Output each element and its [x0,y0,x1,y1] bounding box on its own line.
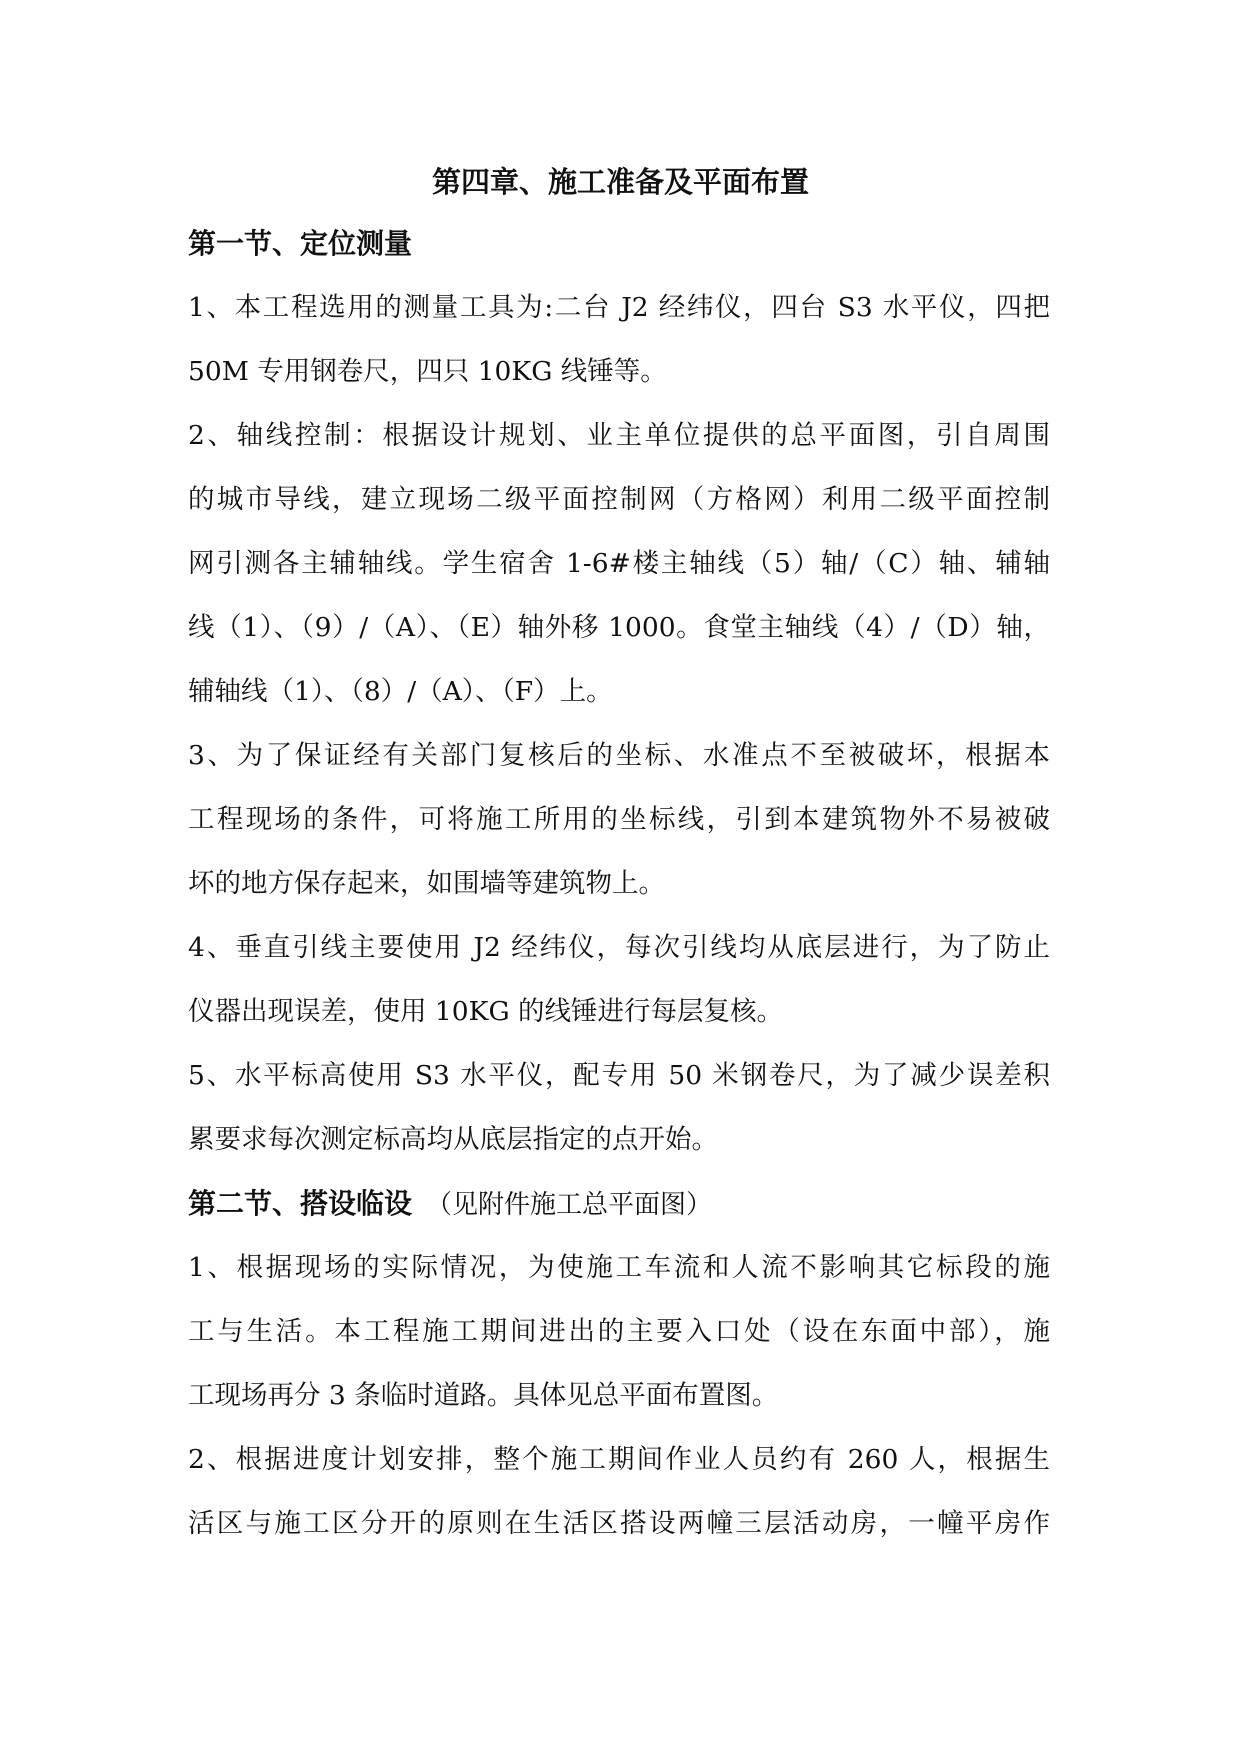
section-heading-note: （见附件施工总平面图） [426,1190,713,1220]
paragraph-line: 2、根据进度计划安排，整个施工期间作业人员约有 260 人，根据生 [188,1444,1050,1475]
paragraph-line: 工现场再分 3 条临时道路。具体见总平面布置图。 [188,1380,779,1411]
paragraph-line: 3、为了保证经有关部门复核后的坐标、水准点不至被破坏，根据本 [188,740,1050,771]
paragraph-line: 的城市导线，建立现场二级平面控制网（方格网）利用二级平面控制 [188,484,1050,515]
paragraph-line: 4、垂直引线主要使用 J2 经纬仪，每次引线均从底层进行，为了防止 [188,932,1050,963]
paragraph-line: 仪器出现误差，使用 10KG 的线锤进行每层复核。 [188,996,784,1027]
section-heading-label: 第二节、搭设临设 [188,1187,413,1220]
paragraph-line: 50M 专用钢卷尺，四只 10KG 线锤等。 [188,356,667,387]
paragraph-line: 网引测各主辅轴线。学生宿舍 1-6#楼主轴线（5）轴/（C）轴、辅轴 [188,548,1050,579]
paragraph-line: 5、水平标高使用 S3 水平仪，配专用 50 米钢卷尺，为了减少误差积 [188,1060,1050,1091]
chapter-title: 第四章、施工准备及平面布置 [431,165,809,199]
paragraph-line: 工程现场的条件，可将施工所用的坐标线，引到本建筑物外不易被破 [188,804,1050,835]
paragraph-line: 工与生活。本工程施工期间进出的主要入口处（设在东面中部），施 [188,1316,1050,1347]
paragraph-line: 坏的地方保存起来，如围墙等建筑物上。 [188,868,665,899]
paragraph-line: 1、根据现场的实际情况，为使施工车流和人流不影响其它标段的施 [188,1252,1050,1283]
paragraph-line: 累要求每次测定标高均从底层指定的点开始。 [188,1124,718,1155]
document-body [188,224,1050,1544]
paragraph-line: 2、轴线控制：根据设计规划、业主单位提供的总平面图，引自周围 [188,420,1050,451]
section-heading-temporary-facilities [188,1184,1050,1224]
paragraph-line: 1、本工程选用的测量工具为:二台 J2 经纬仪，四台 S3 水平仪，四把 [188,292,1050,323]
paragraph-line: 活区与施工区分开的原则在生活区搭设两幢三层活动房，一幢平房作 [188,1508,1050,1539]
paragraph-line: 辅轴线（1）、（8）/（A）、（F）上。 [188,676,613,707]
section-heading-positioning: 第一节、定位测量 [188,227,413,260]
paragraph-line: 线（1）、（9）/（A）、（E）轴外移 1000。食堂主轴线（4）/（D）轴， [188,612,1050,643]
